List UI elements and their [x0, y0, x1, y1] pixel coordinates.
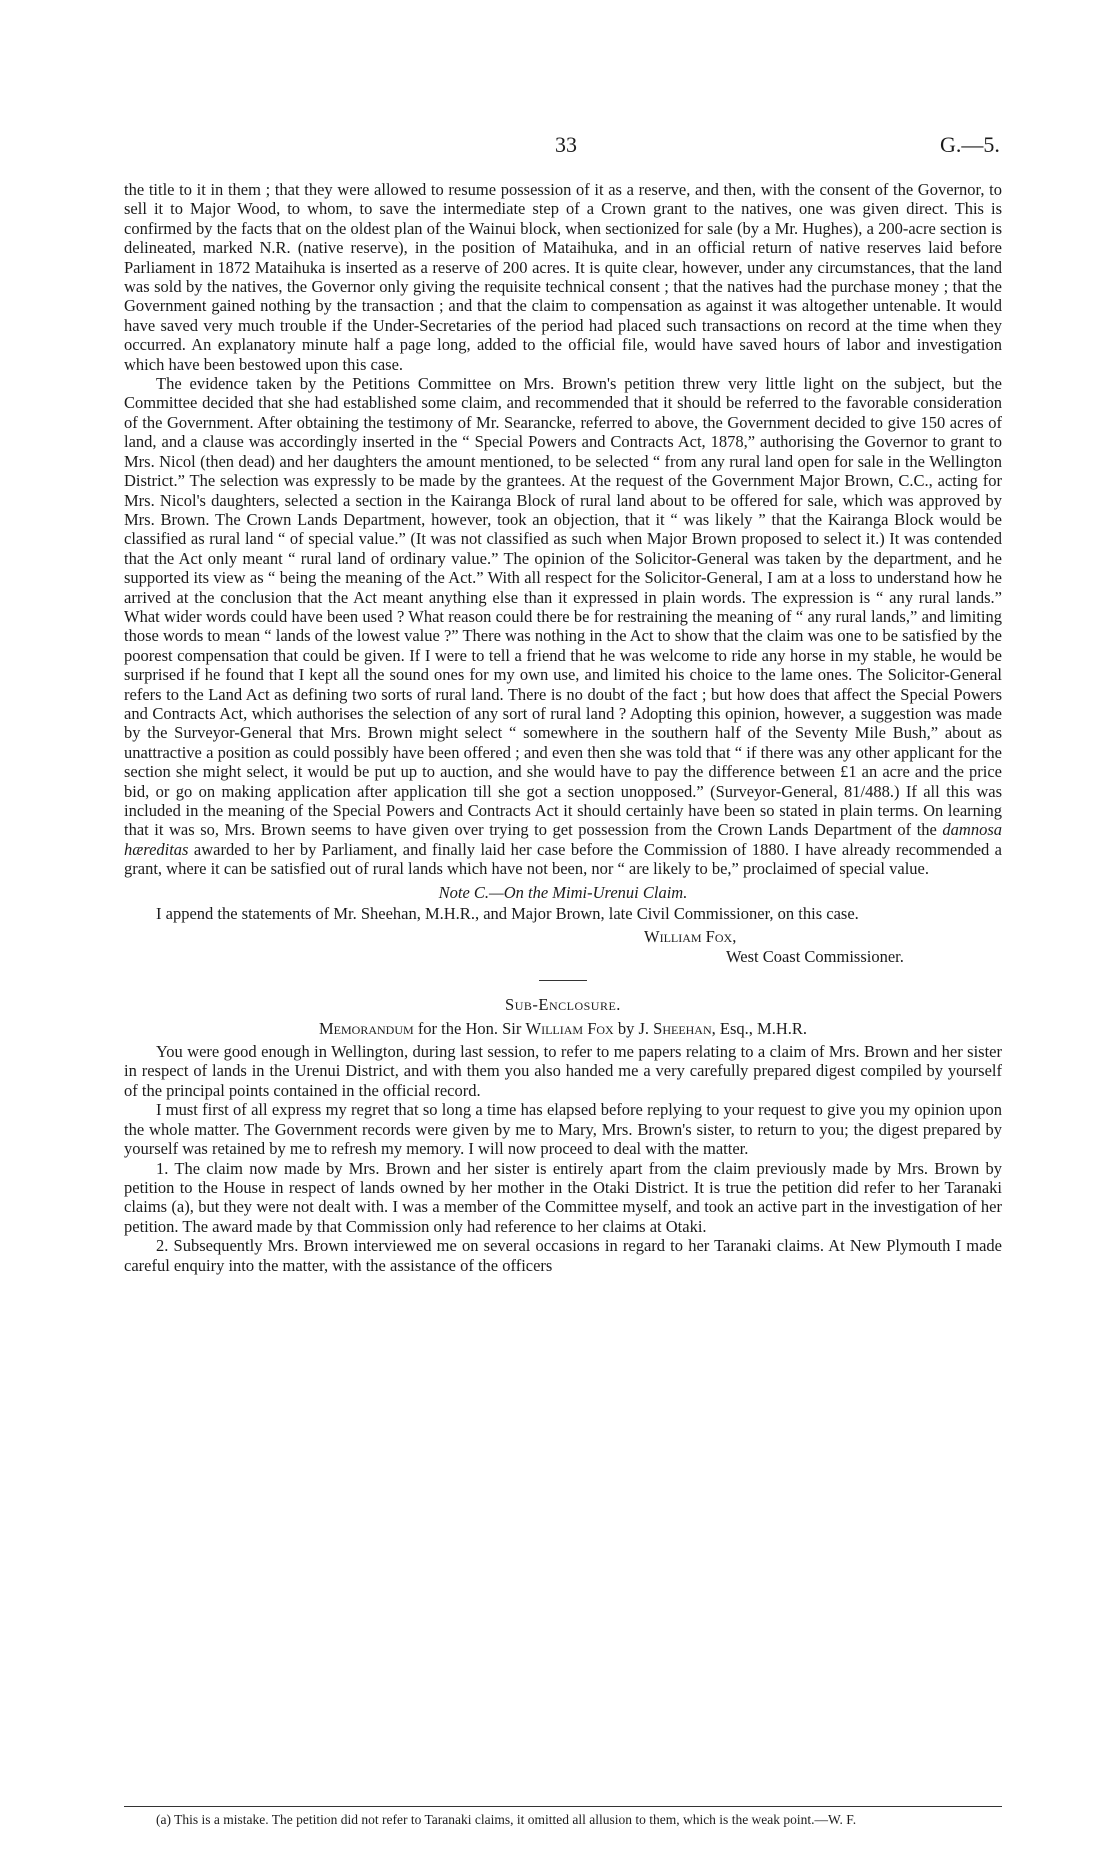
sub-enclosure-heading: Sub-Enclosure.: [505, 995, 621, 1015]
paragraph-petitions-committee: [124, 374, 1002, 879]
paragraph-continuation: the title to it in them ; that they were allowed to resume possession of it as a reserve, and then, with the consent of the Governor, to sell it to Major Wood, to whom, to save the intermediate step of a Crown grant to the natives, one was given direct. This is confirmed by the facts that on the oldest plan of the Wainui block, when sectionized for sale (by a Mr. Hughes), a 200-acre section is delineated, marked N.R. (native reserve), in the position of Mataihuka, and in an official return of native reserves laid before Parliament in 1872 Mataihuka is inserted as a reserve of 200 acres. It is quite clear, however, under any circumstances, that the land was sold by the natives, the Governor only giving the requisite technical consent ; that the natives had the purchase money ; that the Government gained nothing by the transaction ; and that the claim to compensation as against it was altogether untenable. It would have saved very much trouble if the Under-Secretaries of the period had placed such transactions on record at the time when they occurred. An explanatory minute half a page long, added to the official file, would have saved hours of labor and investigation which have been bestowed upon this case.: [124, 180, 1002, 374]
document-body: [124, 180, 1002, 1275]
paragraph-numbered-1: 1. The claim now made by Mrs. Brown and her sister is entirely apart from the claim previously made by Mrs. Brown by petition to the House in respect of lands owned by her mother in the Otaki District. It is true the petition did refer to her Taranaki claims (a), but they were not dealt with. I was a member of the Committee myself, and took an active part in the investigation of her petition. The award made by that Commission only had reference to her claims at Otaki.: [124, 1158, 1002, 1236]
paragraph-wellington: You were good enough in Wellington, during last session, to refer to me papers relating to a claim of Mrs. Brown and her sister in respect of lands in the Urenui District, and with them you also handed me a very carefully prepared digest compiled by yourself of the principal points contained in the official record.: [124, 1042, 1002, 1100]
section-divider: [539, 980, 587, 981]
paragraph-text: awarded to her by Parliament, and finally laid her case before the Commission of 1880. I have already recommended a grant, where it can be satisfied out of rural lands which have not been, nor “ are likely to be,” proclaimed of special value.: [124, 839, 1002, 879]
page-number: 33: [555, 132, 577, 157]
signature-name: William Fox,: [644, 927, 737, 947]
memo-suffix: , Esq., M.H.R.: [711, 1018, 807, 1038]
page-reference: G.—5.: [940, 132, 1000, 157]
note-heading: Note C.—On the Mimi-Urenui Claim.: [438, 882, 688, 902]
signature-title: West Coast Commissioner.: [726, 946, 904, 966]
memo-label: Memorandum: [319, 1018, 414, 1038]
page-header: [0, 132, 1114, 162]
paragraph-numbered-2: 2. Subsequently Mrs. Brown interviewed me on several occasions in regard to her Taranaki claims. At New Plymouth I made careful enquiry into the matter, with the assistance of the officers: [124, 1236, 1002, 1275]
memo-author: Sheehan: [653, 1018, 712, 1038]
memo-by: by J.: [617, 1018, 650, 1038]
footnote-text: (a) This is a mistake. The petition did not refer to Taranaki claims, it omitted all allusion to them, which is the weak point.—W. F.: [156, 1812, 857, 1827]
latin-phrase: damnosa hæreditas: [124, 820, 1003, 859]
paragraph-text: The evidence taken by the Petitions Committee on Mrs. Brown's petition threw very little light on the subject, but the Committee decided that she had established some claim, and recommended that it should be referred to the favorable consideration of the Government. After obtaining the testimony of Mr. Searancke, referred to above, the Government decided to give 150 acres of land, and a clause was accordingly inserted in the “ Special Powers and Contracts Act, 1878,” authorising the Governor to grant to Mrs. Nicol (then dead) and her daughters the amount mentioned, to be selected “ from any rural land open for sale in the Wellington District.” The selection was expressly to be made by the grantees. At the request of the Government Major Brown, C.C., acting for Mrs. Nicol's daughters, selected a section in the Kairanga Block of rural land about to be offered for sale, which was approved by Mrs. Brown. The Crown Lands Department, however, took an objection, that it “ was likely ” that the Kairanga Block would be classified as rural land “ of special value.” (It was not classified as such when Major Brown proposed to select it.) It was contended that the Act only meant “ rural land of ordinary value.” The opinion of the Solicitor-General was taken by the department, and he supported its view as “ being the meaning of the Act.” With all respect for the Solicitor-General, I am at a loss to understand how he arrived at the conclusion that the Act meant anything else than it expressed in plain words. The expression is “ any rural lands.” What wider words could have been used ? What reason could there be for restraining the meaning of “ any rural lands,” and limiting those words to mean “ lands of the lowest value ?” There was nothing in the Act to show that the claim was one to be satisfied by the poorest compensation that could be given. If I were to tell a friend that he was welcome to ride any horse in my stable, he would be surprised if he found that I kept all the sound ones for my own use, and limited his choice to the lame ones. The Solicitor-General refers to the Land Act as defining two sorts of rural land. There is no doubt of the fact ; but how does that affect the Special Powers and Contracts Act, which authorises the selection of any sort of rural land ? Adopting this opinion, however, a suggestion was made by the Surveyor-General that Mrs. Brown might select “ somewhere in the southern half of the Seventy Mile Bush,” about as unattractive a position as could possibly have been offered ; and even then she was told that “ if there was any other applicant for the section she might select, it would be put up to auction, and she would have to pay the difference between £1 an acre and the price bid, or go on making application after application till she got a section unopposed.” (Surveyor-General, 81/488.) If all this was included in the meaning of the Special Powers and Contracts Act it should certainly have been so stated in plain terms. On learning that it was so, Mrs. Brown seems to have given over trying to get possession from the Crown Lands Department of the: [124, 374, 1002, 840]
footnote: [124, 1812, 1002, 1828]
paragraph-append-statements: I append the statements of Mr. Sheehan, M.H.R., and Major Brown, late Civil Commissioner, on this case.: [156, 904, 859, 924]
memorandum-heading: [124, 1019, 1002, 1038]
footnote-divider: [124, 1806, 1002, 1807]
memo-for: for the Hon. Sir: [417, 1018, 522, 1038]
signature-block: [124, 927, 1002, 966]
memo-recipient: William Fox: [525, 1018, 614, 1038]
paragraph-regret: I must first of all express my regret that so long a time has elapsed before replying to your request to give you my opinion upon the whole matter. The Government records were given by me to Mary, Mrs. Brown's sister, to return to you; the digest prepared by yourself was retained by me to refresh my memory. I will now proceed to deal with the matter.: [124, 1100, 1002, 1159]
